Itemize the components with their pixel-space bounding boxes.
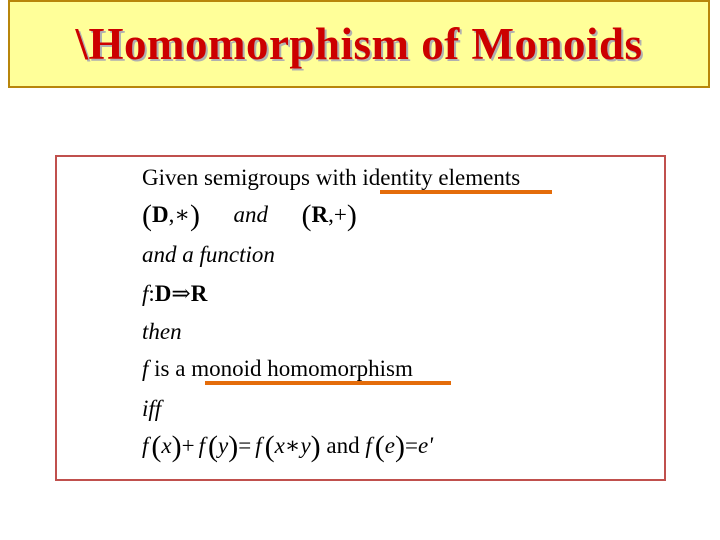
equals-sign: =: [238, 433, 252, 458]
set-r: R: [190, 281, 208, 306]
paren: ): [171, 430, 182, 463]
function-f: f: [365, 433, 372, 458]
plus-operator: +: [333, 202, 347, 227]
paren: (: [374, 430, 385, 463]
monoid-homomorphism-underline: [205, 381, 451, 385]
page-title: \Homomorphism of Monoids: [75, 19, 643, 69]
variable-x: x: [161, 433, 172, 458]
colon: :: [148, 281, 155, 306]
star-operator: ∗: [284, 433, 301, 458]
function-f: f: [142, 281, 149, 306]
definition-line-iff: iff: [142, 396, 162, 421]
paren: (: [301, 199, 312, 232]
paren: ): [310, 430, 321, 463]
variable-x: x: [274, 433, 285, 458]
paren: (: [207, 430, 218, 463]
function-f: f: [142, 356, 149, 381]
paren: (: [151, 430, 162, 463]
and-word: and: [233, 202, 269, 227]
title-banner: [8, 0, 710, 88]
comma: ,: [168, 202, 175, 227]
variable-y: y: [300, 433, 311, 458]
set-d: D: [152, 202, 169, 227]
paren: ): [228, 430, 239, 463]
paren: ): [190, 199, 201, 232]
set-r: R: [311, 202, 329, 227]
equals-sign: =: [404, 433, 418, 458]
definition-line-homomorphism: [142, 357, 413, 380]
definition-line-structures: [142, 201, 357, 231]
function-f: f: [255, 433, 262, 458]
paren: (: [142, 199, 152, 232]
and-word: and: [326, 433, 360, 458]
identity-e: e: [384, 433, 395, 458]
homomorphism-phrase: is a monoid homomorphism: [154, 356, 413, 381]
set-d: D: [154, 281, 172, 306]
paren: ): [394, 430, 405, 463]
definition-line-mapping: [142, 282, 207, 305]
function-f: f: [142, 433, 149, 458]
implies-arrow: ⇒: [171, 281, 191, 306]
identity-e-prime: e': [417, 433, 434, 458]
function-f: f: [198, 433, 205, 458]
comma: ,: [328, 202, 334, 227]
definition-line-then: then: [142, 319, 182, 344]
identity-elements-underline: [380, 190, 552, 194]
definition-line-given: Given semigroups with identity elements: [142, 165, 521, 190]
star-operator: ∗: [174, 202, 191, 227]
plus-operator: +: [181, 433, 195, 458]
definition-line-condition: [142, 432, 433, 462]
paren: (: [264, 430, 275, 463]
definition-line-function: and a function: [142, 242, 275, 267]
paren: ): [346, 199, 357, 232]
variable-y: y: [217, 433, 229, 458]
